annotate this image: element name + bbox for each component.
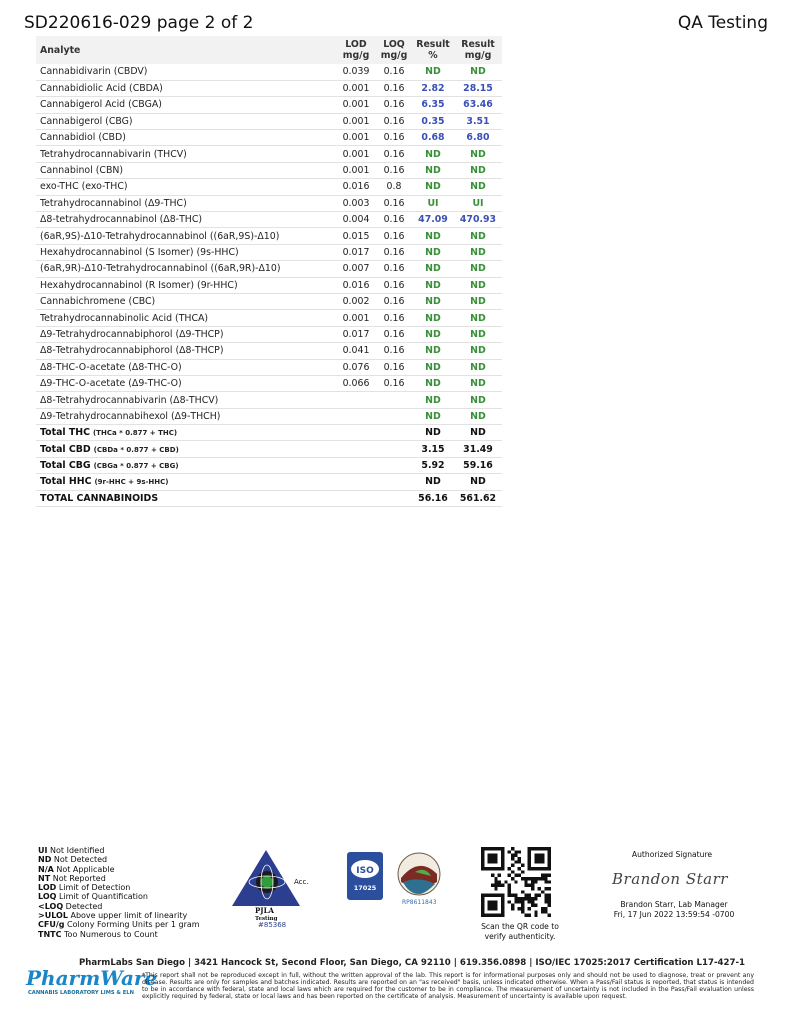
qr-code[interactable]	[481, 847, 551, 917]
table-row	[36, 130, 502, 146]
iso-badge-label: ISO	[356, 866, 374, 876]
total-pct-cell: ND	[412, 425, 454, 441]
total-formula: (CBDa * 0.877 + CBD)	[93, 445, 179, 454]
analyte-cell: Δ9-THC-O-acetate (Δ9-THC-O)	[36, 375, 336, 391]
result-pct-cell: UI	[412, 195, 454, 211]
loq-cell: 0.16	[376, 228, 412, 244]
lod-cell: 0.002	[336, 293, 376, 309]
total-mg-cell: ND	[454, 474, 502, 490]
table-row	[36, 343, 502, 359]
total-row	[36, 474, 502, 490]
table-row	[36, 228, 502, 244]
table-row	[36, 212, 502, 228]
analyte-cell: Tetrahydrocannabinol (Δ9-THC)	[36, 195, 336, 211]
result-mg-cell: ND	[454, 228, 502, 244]
empty-cell	[336, 490, 376, 506]
legend-abbr: <LOQ	[38, 901, 64, 911]
empty-cell	[336, 457, 376, 473]
legend-abbr: LOD	[38, 883, 57, 893]
loq-cell: 0.16	[376, 212, 412, 228]
loq-cell: 0.16	[376, 261, 412, 277]
analyte-cell: Δ9-Tetrahydrocannabiphorol (Δ9-THCP)	[36, 326, 336, 342]
loq-cell: 0.16	[376, 375, 412, 391]
table-row	[36, 375, 502, 391]
table-row	[36, 392, 502, 408]
col-result-pct	[412, 36, 454, 64]
loq-cell: 0.16	[376, 326, 412, 342]
col-result-mg-unit: mg/g	[464, 50, 492, 61]
result-pct-cell: ND	[412, 343, 454, 359]
lod-cell: 0.001	[336, 97, 376, 113]
empty-cell	[376, 490, 412, 506]
result-pct-cell: ND	[412, 228, 454, 244]
legend-item	[38, 892, 218, 901]
result-pct-cell: 0.68	[412, 130, 454, 146]
total-formula: (9r-HHC + 9s-HHC)	[94, 478, 169, 487]
legend-abbr: CFU/g	[38, 920, 65, 930]
brand-name: QA Testing	[677, 13, 768, 33]
pjla-triangle-icon	[228, 846, 318, 928]
result-mg-cell: ND	[454, 64, 502, 80]
signature-date: Fri, 17 Jun 2022 13:59:54 -0700	[613, 909, 735, 919]
lod-cell: 0.017	[336, 244, 376, 260]
col-lod	[336, 36, 376, 64]
result-pct-cell: 2.82	[412, 80, 454, 96]
legend-meaning: Too Numerous to Count	[64, 929, 158, 939]
result-pct-cell: ND	[412, 310, 454, 326]
result-mg-cell: UI	[454, 195, 502, 211]
analyte-cell: Δ8-THC-O-acetate (Δ8-THC-O)	[36, 359, 336, 375]
lod-cell: 0.001	[336, 162, 376, 178]
rp-number: RP8611843	[402, 899, 437, 906]
empty-cell	[336, 474, 376, 490]
total-formula: (THCa * 0.877 + THC)	[92, 429, 178, 438]
legend-item	[38, 846, 218, 855]
empty-cell	[376, 441, 412, 457]
loq-cell: 0.16	[376, 195, 412, 211]
total-mg-cell: ND	[454, 425, 502, 441]
empty-cell	[376, 474, 412, 490]
result-mg-cell: ND	[454, 179, 502, 195]
result-pct-cell: ND	[412, 162, 454, 178]
total-mg-cell: 561.62	[454, 490, 502, 506]
table-header-row	[36, 36, 502, 64]
result-pct-cell: 6.35	[412, 97, 454, 113]
logo-sub-text: CANNABIS LABORATORY LIMS & ELN	[28, 990, 134, 996]
pjla-accreditation-logo	[228, 846, 318, 928]
col-analyte: Analyte	[36, 36, 336, 64]
lod-cell: 0.076	[336, 359, 376, 375]
legend-item	[38, 855, 218, 864]
lod-cell: 0.003	[336, 195, 376, 211]
result-mg-cell: ND	[454, 146, 502, 162]
lod-cell: 0.041	[336, 343, 376, 359]
lod-cell: 0.007	[336, 261, 376, 277]
analyte-cell: exo-THC (exo-THC)	[36, 179, 336, 195]
result-mg-cell: ND	[454, 375, 502, 391]
total-label-cell	[36, 441, 336, 457]
result-pct-cell: ND	[412, 326, 454, 342]
result-mg-cell: ND	[454, 392, 502, 408]
lod-cell	[336, 408, 376, 424]
legend-item	[38, 865, 218, 874]
loq-cell: 0.8	[376, 179, 412, 195]
lod-cell: 0.001	[336, 310, 376, 326]
analyte-cell: Cannabidiolic Acid (CBDA)	[36, 80, 336, 96]
loq-cell: 0.16	[376, 162, 412, 178]
legend-abbr: TNTC	[38, 929, 62, 939]
total-pct-cell: 56.16	[412, 490, 454, 506]
legend-abbr: LOQ	[38, 892, 57, 902]
result-pct-cell: ND	[412, 146, 454, 162]
total-mg-cell: 31.49	[454, 441, 502, 457]
analyte-cell: Δ8-Tetrahydrocannabivarin (Δ8-THCV)	[36, 392, 336, 408]
result-mg-cell: 28.15	[454, 80, 502, 96]
total-label: Total CBG	[40, 460, 91, 472]
empty-cell	[376, 457, 412, 473]
loq-cell: 0.16	[376, 359, 412, 375]
result-pct-cell: ND	[412, 64, 454, 80]
result-pct-cell: 47.09	[412, 212, 454, 228]
result-pct-cell: ND	[412, 392, 454, 408]
analyte-cell: Cannabidiol (CBD)	[36, 130, 336, 146]
analyte-cell: Tetrahydrocannabivarin (THCV)	[36, 146, 336, 162]
result-pct-cell: ND	[412, 244, 454, 260]
page-title: SD220616-029 page 2 of 2	[24, 13, 254, 33]
signatory-block	[600, 900, 748, 919]
total-row	[36, 490, 502, 506]
total-label-cell	[36, 457, 336, 473]
result-mg-cell: ND	[454, 293, 502, 309]
total-label: Total CBD	[40, 443, 91, 455]
col-lod-unit: mg/g	[342, 50, 370, 61]
handwritten-signature: Brandon Starr	[612, 870, 728, 888]
legend-item	[38, 902, 218, 911]
analyte-cell: Cannabinol (CBN)	[36, 162, 336, 178]
legend-meaning: Limit of Quantification	[58, 892, 148, 902]
legend-meaning: Not Reported	[52, 873, 106, 883]
abbreviation-legend	[38, 846, 218, 939]
lod-cell: 0.001	[336, 80, 376, 96]
total-pct-cell: 5.92	[412, 457, 454, 473]
legend-meaning: Not Detected	[53, 855, 108, 865]
table-row	[36, 244, 502, 260]
analyte-cell: Cannabidivarin (CBDV)	[36, 64, 336, 80]
result-mg-cell: 470.93	[454, 212, 502, 228]
legend-abbr: >ULOL	[38, 911, 68, 921]
result-mg-cell: ND	[454, 326, 502, 342]
total-row	[36, 425, 502, 441]
pjla-number: #85368	[258, 921, 287, 928]
table-row	[36, 408, 502, 424]
col-result-mg-label: Result	[461, 39, 495, 50]
legend-abbr: ND	[38, 855, 52, 865]
lod-cell: 0.004	[336, 212, 376, 228]
result-mg-cell: ND	[454, 277, 502, 293]
table-row	[36, 162, 502, 178]
result-pct-cell: ND	[412, 179, 454, 195]
loq-cell: 0.16	[376, 80, 412, 96]
loq-cell: 0.16	[376, 277, 412, 293]
result-pct-cell: ND	[412, 261, 454, 277]
legend-abbr: UI	[38, 846, 48, 855]
analyte-cell: Cannabigerol Acid (CBGA)	[36, 97, 336, 113]
loq-cell: 0.16	[376, 146, 412, 162]
table-row	[36, 310, 502, 326]
cannabinoid-table	[36, 36, 502, 507]
analyte-cell: Hexahydrocannabinol (R Isomer) (9r-HHC)	[36, 277, 336, 293]
col-result-pct-unit: %	[428, 50, 438, 61]
lod-cell: 0.017	[336, 326, 376, 342]
loq-cell: 0.16	[376, 130, 412, 146]
loq-cell: 0.16	[376, 64, 412, 80]
legend-item	[38, 911, 218, 920]
col-loq-label: LOQ	[383, 39, 405, 50]
legend-abbr: N/A	[38, 864, 54, 874]
result-pct-cell: ND	[412, 375, 454, 391]
result-pct-cell: ND	[412, 293, 454, 309]
table-row	[36, 146, 502, 162]
table-row	[36, 195, 502, 211]
lab-address: PharmLabs San Diego | 3421 Hancock St, Second Floor, San Diego, CA 92110 | 619.356.0898 | ISO/IEC 17025:2017 Certification L17-427-1	[78, 958, 746, 968]
empty-cell	[336, 425, 376, 441]
acc-label: Acc.	[294, 878, 309, 886]
pharmware-logo	[26, 966, 158, 1002]
result-mg-cell: ND	[454, 343, 502, 359]
analyte-cell: Tetrahydrocannabinolic Acid (THCA)	[36, 310, 336, 326]
result-mg-cell: ND	[454, 359, 502, 375]
total-label: Total HHC	[40, 476, 92, 488]
qr-caption: Scan the QR code to verify authenticity.	[481, 922, 559, 941]
analyte-cell: Cannabichromene (CBC)	[36, 293, 336, 309]
total-label-cell	[36, 425, 336, 441]
result-mg-cell: ND	[454, 162, 502, 178]
result-pct-cell: ND	[412, 359, 454, 375]
total-row	[36, 441, 502, 457]
col-loq	[376, 36, 412, 64]
total-mg-cell: 59.16	[454, 457, 502, 473]
loq-cell: 0.16	[376, 244, 412, 260]
result-mg-cell: ND	[454, 408, 502, 424]
table-row	[36, 179, 502, 195]
result-mg-cell: 63.46	[454, 97, 502, 113]
legend-meaning: Above upper limit of linearity	[70, 911, 188, 921]
disclaimer-text: *This report shall not be reproduced except in full, without the written approval of the lab. This report is for informational purposes only and should not be used to diagnose, treat or prevent any disease. Results are only for samples and batches indicated. Results are reported on an "as received" basis, unless indicated otherwise. When a Pass/Fail status is reported, that status is intended to be in accordance with federal, state and local laws which are required for the customer to be in compliance. The measurement of uncertainty is not included in the Pass/Fail evaluation unless explicitly required by federal, state or local laws and has been reported on the certificate of analysis. Measurement of uncertainty is available upon request.	[142, 972, 754, 1000]
col-loq-unit: mg/g	[380, 50, 408, 61]
analyte-cell: (6aR,9S)-Δ10-Tetrahydrocannabinol ((6aR,9S)-Δ10)	[36, 228, 336, 244]
lod-cell	[336, 392, 376, 408]
table-row	[36, 64, 502, 80]
total-formula: (CBGa * 0.877 + CBG)	[93, 462, 179, 471]
signature-heading: Authorized Signature	[631, 850, 713, 859]
lod-cell: 0.039	[336, 64, 376, 80]
analyte-cell: (6aR,9R)-Δ10-Tetrahydrocannabinol ((6aR,9R)-Δ10)	[36, 261, 336, 277]
legend-item	[38, 883, 218, 892]
result-mg-cell: ND	[454, 310, 502, 326]
result-mg-cell: ND	[454, 244, 502, 260]
department-seal-icon	[395, 852, 443, 904]
result-pct-cell: 0.35	[412, 113, 454, 129]
legend-item	[38, 930, 218, 939]
table-row	[36, 359, 502, 375]
analyte-cell: Δ8-Tetrahydrocannabiphorol (Δ8-THCP)	[36, 343, 336, 359]
loq-cell: 0.16	[376, 310, 412, 326]
table-row	[36, 293, 502, 309]
iso-17025-badge-icon	[347, 852, 383, 900]
table-row	[36, 277, 502, 293]
lod-cell: 0.001	[336, 113, 376, 129]
lod-cell: 0.001	[336, 130, 376, 146]
result-pct-cell: ND	[412, 408, 454, 424]
legend-abbr: NT	[38, 873, 51, 883]
loq-cell	[376, 408, 412, 424]
logo-main-text: PharmWare	[26, 966, 158, 990]
legend-meaning: Detected	[65, 901, 103, 911]
col-result-mg	[454, 36, 502, 64]
lod-cell: 0.066	[336, 375, 376, 391]
table-body	[36, 64, 502, 507]
table-row	[36, 261, 502, 277]
analyte-cell: Cannabigerol (CBG)	[36, 113, 336, 129]
pjla-sub-label: Testing	[255, 916, 278, 922]
pjla-label: PJLA	[255, 906, 274, 915]
loq-cell: 0.16	[376, 293, 412, 309]
col-lod-label: LOD	[345, 39, 367, 50]
result-mg-cell: 6.80	[454, 130, 502, 146]
loq-cell: 0.16	[376, 113, 412, 129]
table-row	[36, 97, 502, 113]
total-row	[36, 457, 502, 473]
legend-meaning: Not Identified	[50, 846, 105, 855]
col-result-pct-label: Result	[416, 39, 450, 50]
result-mg-cell: ND	[454, 261, 502, 277]
legend-meaning: Not Applicable	[56, 864, 115, 874]
loq-cell: 0.16	[376, 343, 412, 359]
total-pct-cell: ND	[412, 474, 454, 490]
table-row	[36, 326, 502, 342]
loq-cell: 0.16	[376, 97, 412, 113]
total-label-cell	[36, 474, 336, 490]
total-pct-cell: 3.15	[412, 441, 454, 457]
iso-badge-number: 17025	[353, 884, 377, 892]
legend-meaning: Colony Forming Units per 1 gram	[67, 920, 200, 930]
lod-cell: 0.001	[336, 146, 376, 162]
total-label-cell	[36, 490, 336, 506]
empty-cell	[376, 425, 412, 441]
total-label: TOTAL CANNABINOIDS	[40, 492, 159, 504]
result-pct-cell: ND	[412, 277, 454, 293]
signatory-name: Brandon Starr, Lab Manager	[620, 900, 728, 909]
analyte-cell: Δ8-tetrahydrocannabinol (Δ8-THC)	[36, 212, 336, 228]
lod-cell: 0.016	[336, 179, 376, 195]
analyte-cell: Hexahydrocannabinol (S Isomer) (9s-HHC)	[36, 244, 336, 260]
lod-cell: 0.016	[336, 277, 376, 293]
empty-cell	[336, 441, 376, 457]
legend-item	[38, 920, 218, 929]
table-row	[36, 80, 502, 96]
loq-cell	[376, 392, 412, 408]
analyte-cell: Δ9-Tetrahydrocannabihexol (Δ9-THCH)	[36, 408, 336, 424]
table-row	[36, 113, 502, 129]
result-mg-cell: 3.51	[454, 113, 502, 129]
legend-item	[38, 874, 218, 883]
legend-meaning: Limit of Detection	[58, 883, 131, 893]
total-label: Total THC	[40, 427, 90, 439]
lod-cell: 0.015	[336, 228, 376, 244]
